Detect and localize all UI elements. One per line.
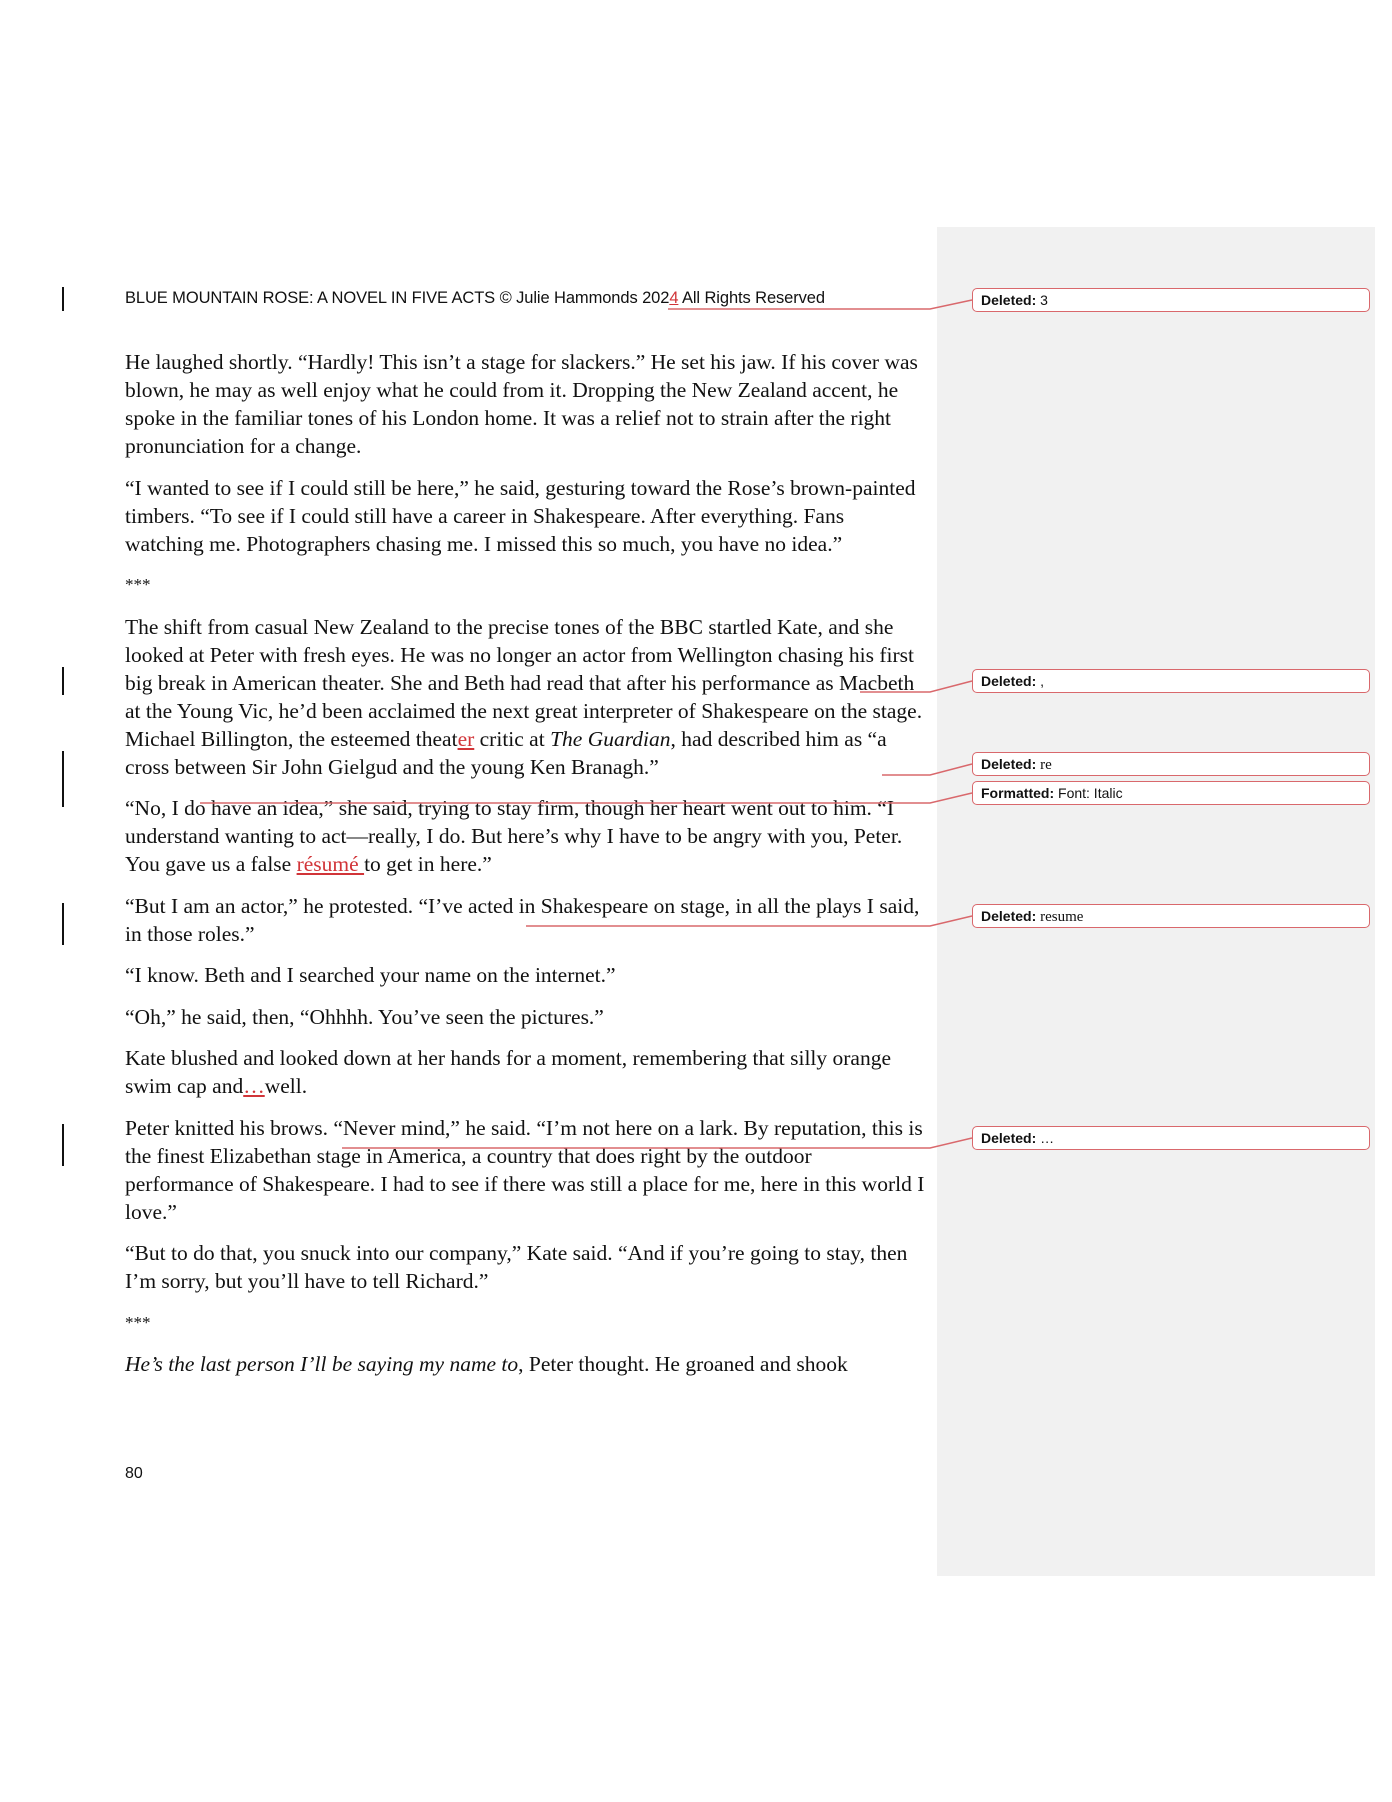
balloon-type: Deleted: [981, 1130, 1037, 1146]
revision-balloon-deleted[interactable] [972, 904, 1370, 928]
balloon-content: 3 [1040, 292, 1048, 308]
revision-balloon-formatted[interactable] [972, 781, 1370, 805]
scene-break: *** [125, 575, 151, 594]
header-text: BLUE MOUNTAIN ROSE: A NOVEL IN FIVE ACTS © Julie Hammonds 202 [125, 289, 670, 307]
paragraph: “I know. Beth and I searched your name on the internet.” [125, 963, 616, 987]
page-header [125, 289, 825, 308]
paragraph-text: “No, I do have an idea,” she said, trying to stay firm, though her heart went out to him. “I understand wanting to act—really, I do. But here’s why I have to be angry with you, Peter. You gave us a false [125, 796, 903, 876]
header-text-end: All Rights Reserved [678, 289, 825, 307]
inserted-text[interactable]: … [243, 1074, 265, 1098]
paragraph-text: well. [264, 1074, 308, 1098]
balloon-content: resume [1040, 909, 1084, 925]
balloon-type: Deleted: [981, 292, 1037, 308]
balloon-type: Deleted: [981, 756, 1037, 772]
revision-balloon-deleted[interactable] [972, 669, 1370, 693]
paragraph: “I wanted to see if I could still be here,” he said, gesturing toward the Rose’s brown-painted timbers. “To see if I could still have a career in Shakespeare. After everything. Fans watching me. Photographers chasing me. I missed this so much, you have no idea.” [125, 475, 916, 556]
paragraph-text: Kate blushed and looked down at her hands for a moment, remembering that silly orange swim cap and [125, 1046, 892, 1098]
change-bar [62, 751, 64, 807]
paragraph: “But I am an actor,” he protested. “I’ve acted in Shakespeare on stage, in all the plays I said, in those roles.” [125, 893, 920, 946]
paragraph [125, 794, 925, 878]
change-bar [62, 667, 64, 695]
paragraph [125, 613, 925, 781]
paragraph: “But to do that, you snuck into our company,” Kate said. “And if you’re going to stay, then I’m sorry, but you’ll have to tell Richard.” [125, 1241, 908, 1293]
paragraph [125, 1044, 925, 1100]
balloon-content: , [1040, 673, 1045, 689]
paragraph-text: chasing his first big break in American theater. She and Beth had read that after his performance as Macbeth at the Young Vic, he’d been acclaimed the next great interpreter of Shakespeare on the stage. Michael Billington, the esteemed theat [125, 642, 923, 751]
inserted-text[interactable]: résumé [296, 852, 365, 876]
paragraph-text: , had described him as “a cross between Sir John Gielgud and the young Ken Branagh.” [125, 726, 887, 779]
paragraph-text: The shift from casual New Zealand to the precise tones of the BBC startled Kate, and she looked at Peter with fresh eyes. He was no longer an actor from Wellington [125, 614, 894, 667]
change-bar [62, 1124, 64, 1166]
paragraph-text: to get in here.” [364, 852, 492, 876]
paragraph [125, 1350, 925, 1378]
balloon-content: Font: Italic [1058, 785, 1123, 801]
paragraph-text: critic at [474, 726, 551, 751]
balloon-content: … [1036, 1130, 1055, 1146]
inserted-text[interactable]: er [457, 726, 475, 751]
page-number: 80 [125, 1465, 143, 1482]
italic-text: The Guardian [550, 726, 671, 751]
balloon-type: Deleted: [981, 673, 1037, 689]
inserted-text[interactable]: 4 [669, 289, 679, 307]
revision-balloon-deleted[interactable] [972, 752, 1370, 776]
change-bar [62, 903, 64, 945]
markup-margin-panel [937, 227, 1375, 1576]
paragraph: Peter knitted his brows. “Never mind,” he said. “I’m not here on a lark. By reputation, this is the finest Elizabethan stage in America, a country that does right by the outdoor performance of Shakespeare. I had to see if there was still a place for me, here in this world I love.” [125, 1115, 925, 1224]
paragraph-text: , Peter thought. He groaned and shook [518, 1352, 848, 1376]
balloon-content: re [1040, 757, 1052, 773]
paragraph: He laughed shortly. “Hardly! This isn’t a stage for slackers.” He set his jaw. If his cover was blown, he may as well enjoy what he could from it. Dropping the New Zealand accent, he spoke in the familiar tones of his London home. It was a relief not to strain after the right pronunciation for a change. [125, 350, 918, 458]
change-bar [62, 287, 64, 311]
italic-text: He’s the last person I’ll be saying my name to [125, 1352, 519, 1376]
revision-balloon-deleted[interactable] [972, 288, 1370, 312]
balloon-type: Formatted: [981, 785, 1055, 801]
balloon-type: Deleted: [981, 908, 1037, 924]
document-body [125, 348, 925, 1392]
revision-balloon-deleted[interactable] [972, 1126, 1370, 1150]
paragraph: “Oh,” he said, then, “Ohhhh. You’ve seen the pictures.” [125, 1004, 604, 1029]
scene-break: *** [125, 1312, 151, 1332]
